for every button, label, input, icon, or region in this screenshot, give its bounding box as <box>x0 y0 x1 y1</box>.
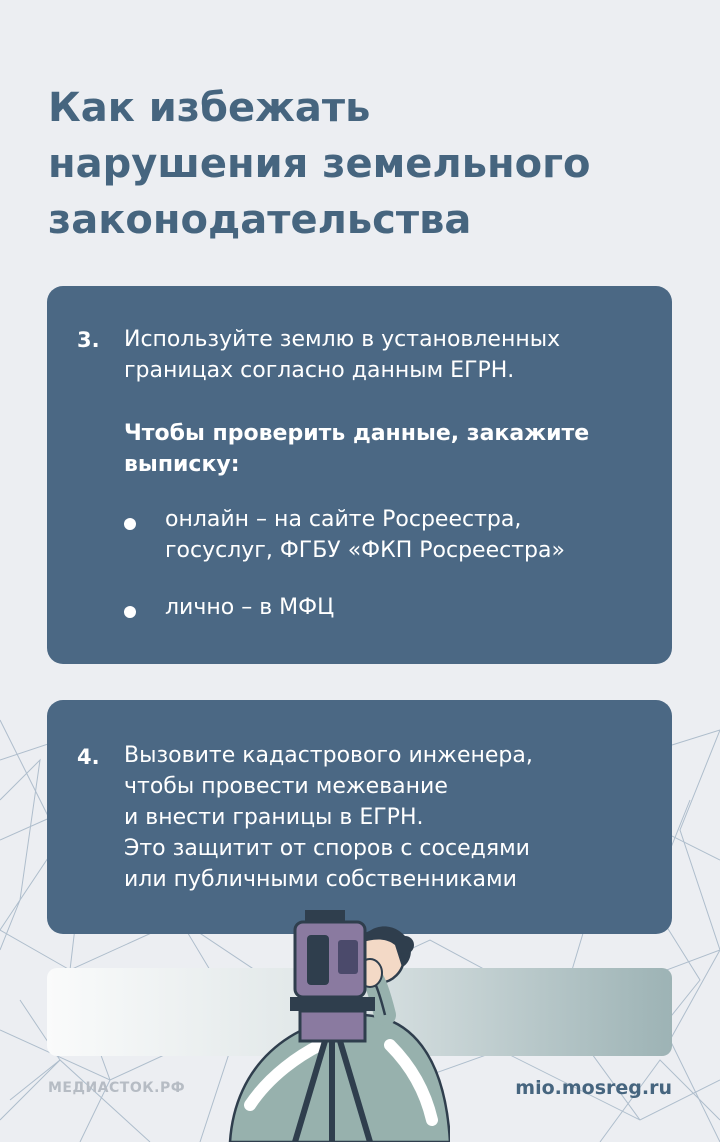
page-title: Как избежать нарушения земельного законодательства <box>48 85 591 243</box>
bullet-icon <box>124 518 136 530</box>
website-link[interactable]: mio.mosreg.ru <box>515 1077 672 1099</box>
step-3-number: 3. <box>77 328 100 352</box>
bullet-online: онлайн – на сайте Росреестра, госуслуг, ФГБУ «ФКП Росреестра» <box>165 507 565 563</box>
step-4-number: 4. <box>77 745 100 769</box>
step-3-card <box>47 286 672 664</box>
surveyor-illustration <box>210 905 450 1142</box>
step-3-text: Используйте землю в установленных границах согласно данным ЕГРН. <box>124 327 561 383</box>
bullet-icon <box>124 606 136 618</box>
bullet-in-person: лично – в МФЦ <box>165 595 335 620</box>
step-4-card <box>47 700 672 934</box>
step-3-subtitle: Чтобы проверить данные, закажите выписку: <box>124 421 590 477</box>
mediastock-logo: МЕДИАСТОК.РФ <box>48 1080 186 1096</box>
step-4-text: Вызовите кадастрового инженера, чтобы провести межевание и внести границы в ЕГРН. Это защитит от споров с соседями или публичными собственниками <box>124 743 533 892</box>
